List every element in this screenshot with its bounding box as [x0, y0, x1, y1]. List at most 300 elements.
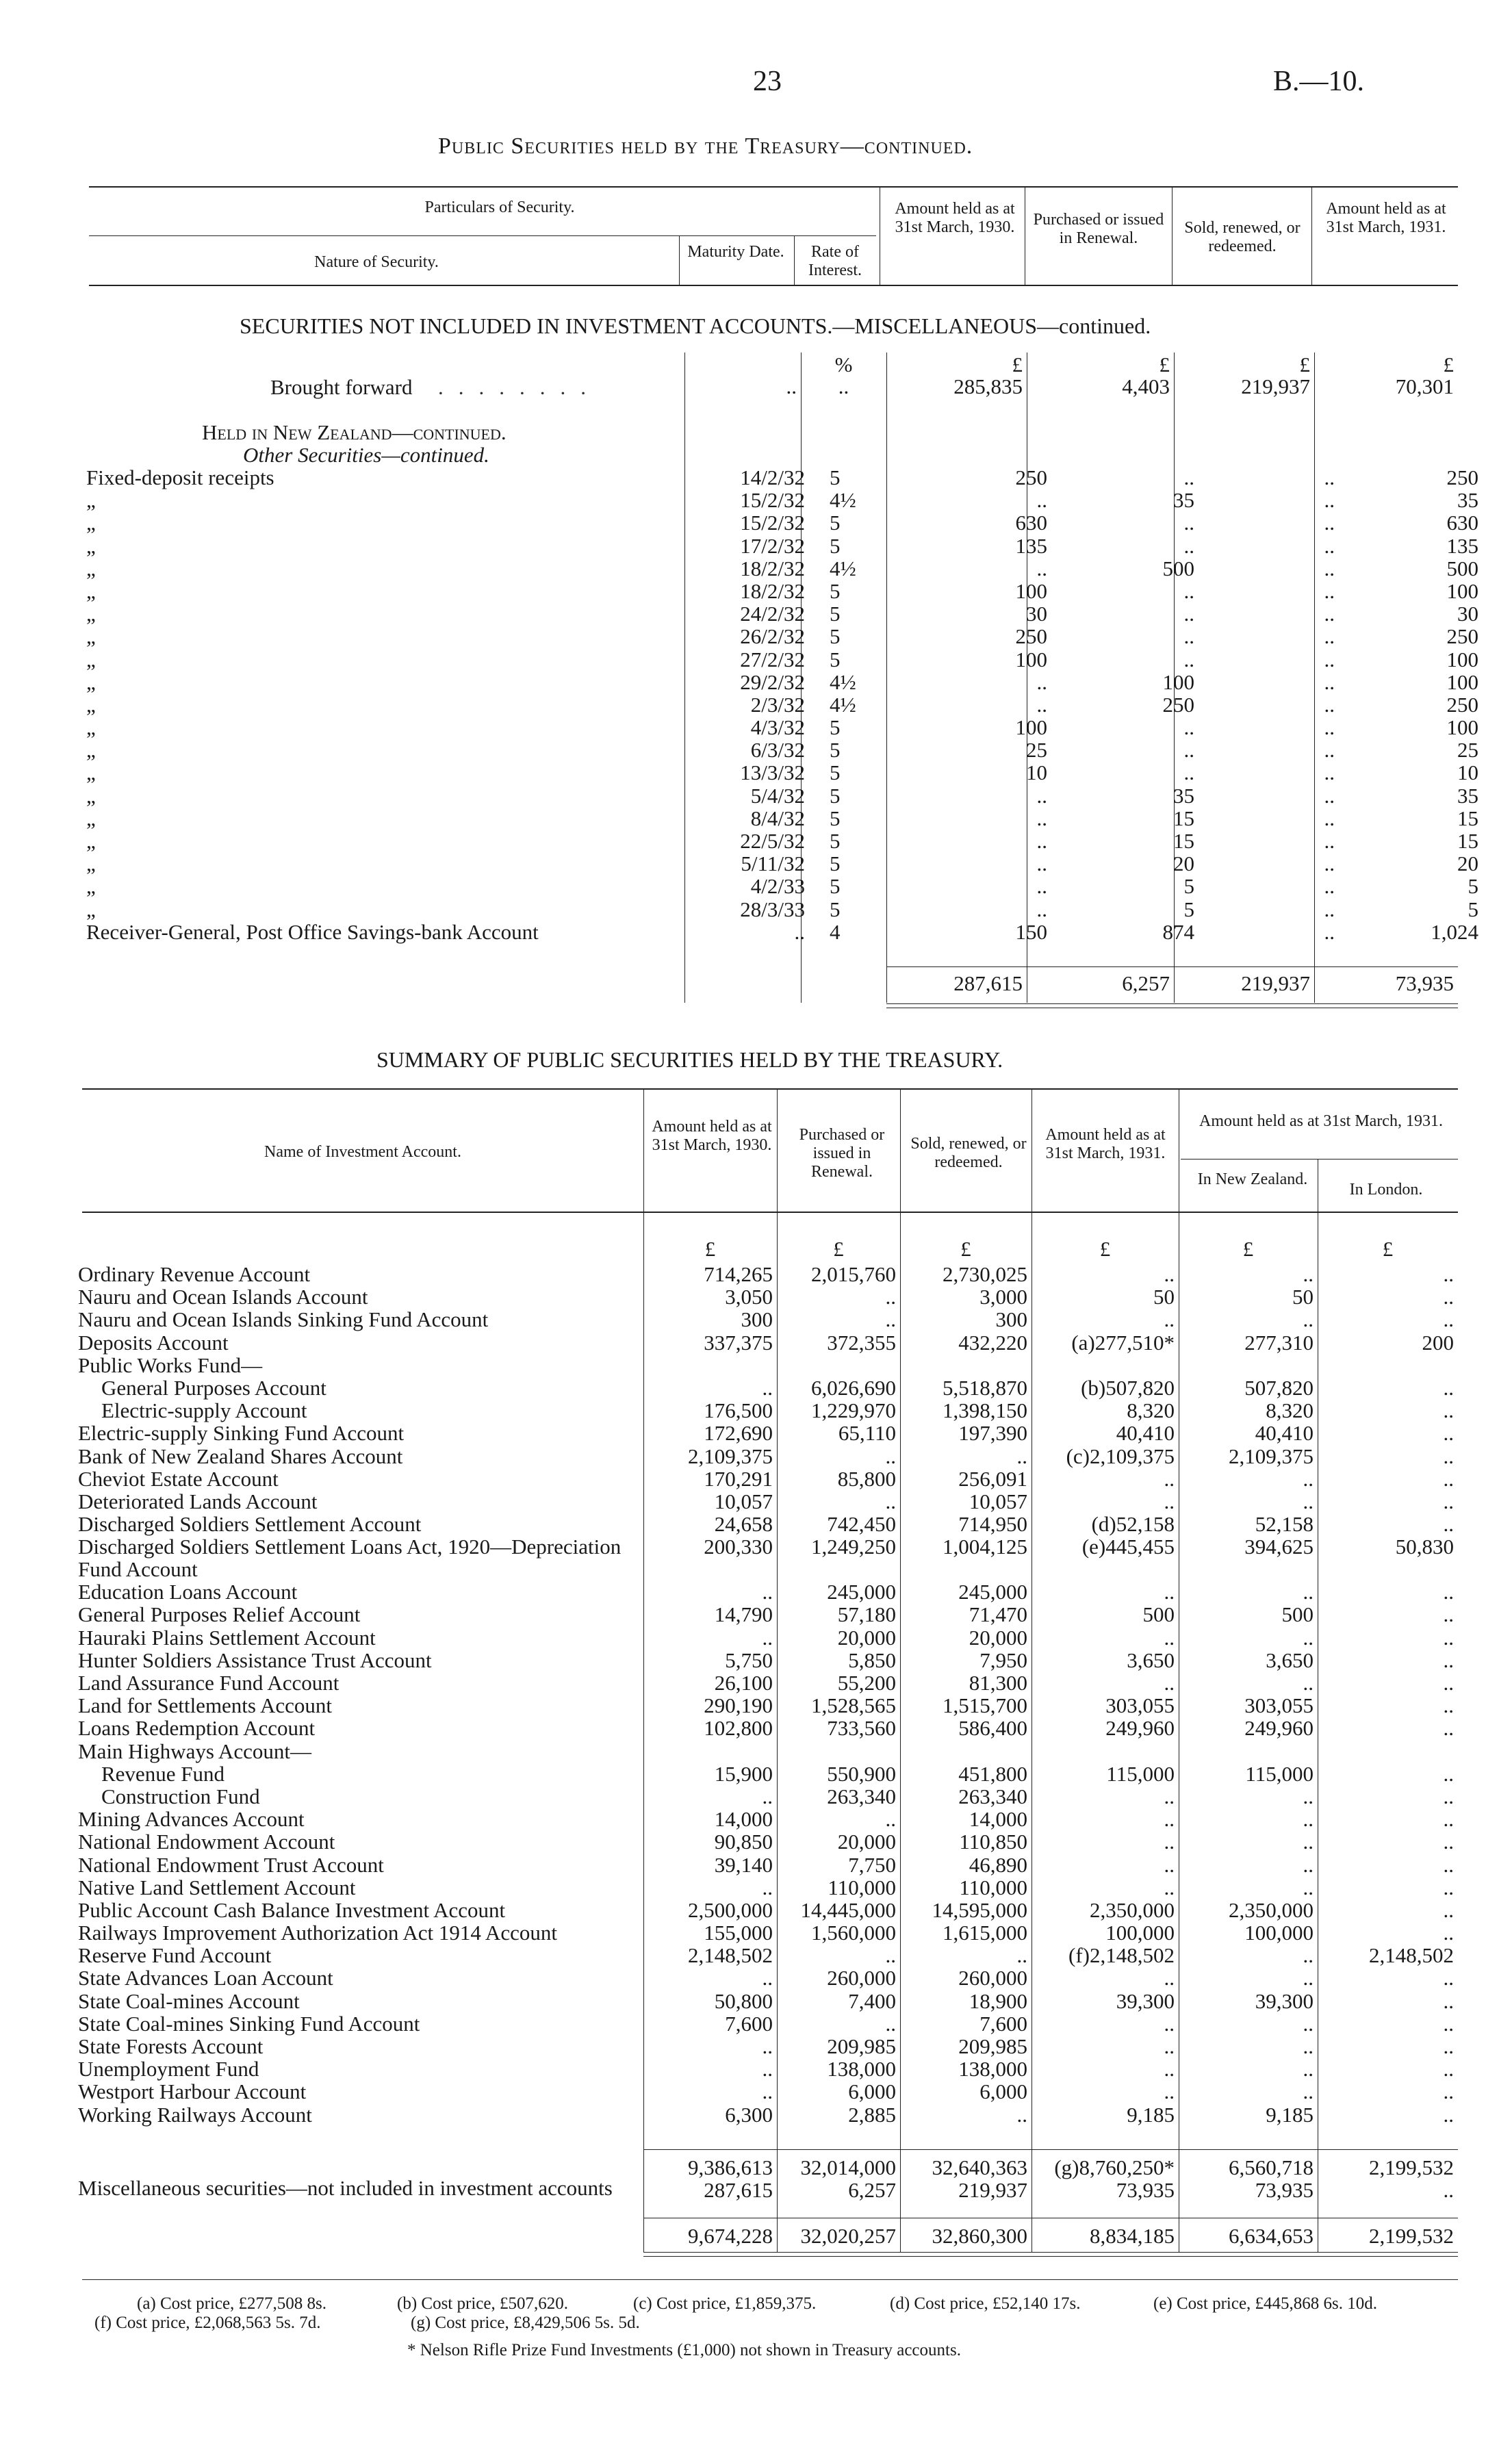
- interest-rate: 5: [830, 851, 841, 876]
- value-cell: ..: [1164, 1625, 1175, 1650]
- unit-c1: £: [704, 1237, 716, 1261]
- account-name: State Advances Loan Account: [78, 1966, 333, 1990]
- value-cell: [643, 1354, 777, 1376]
- value-cell: 1,229,970: [811, 1398, 896, 1423]
- value-cell: ..: [1164, 2011, 1175, 2036]
- summary-header-name: Name of Investment Account.: [264, 1143, 461, 1161]
- brought-forward-sold: 219,937: [1241, 374, 1310, 398]
- table-row: [74, 1921, 1458, 1944]
- held-1930: 150: [1015, 919, 1047, 944]
- value-cell: ..: [1443, 1375, 1454, 1400]
- table-row: [74, 1308, 1458, 1331]
- value-cell: 52,158: [1255, 1512, 1314, 1537]
- value-cell: 14,790: [714, 1602, 773, 1627]
- summary-header-sold: Sold, renewed, or redeemed.: [910, 1135, 1027, 1171]
- value-cell: ..: [762, 2057, 773, 2081]
- held-1931: 10: [1457, 760, 1478, 785]
- maturity-date: 5/11/32: [741, 851, 805, 876]
- value-cell: 3,000: [979, 1285, 1027, 1309]
- value-cell: 14,595,000: [932, 1897, 1027, 1922]
- value-cell: 170,291: [704, 1466, 773, 1491]
- summary-units: [643, 1238, 1458, 1260]
- value-cell: ..: [1443, 1897, 1454, 1922]
- security-name: „: [86, 851, 96, 876]
- value-cell: 394,625: [1244, 1535, 1314, 1559]
- unit-c2: £: [1159, 353, 1170, 376]
- value-cell: 1,560,000: [811, 1921, 896, 1945]
- value-cell: ..: [1443, 1444, 1454, 1468]
- footnote-g: (g) Cost price, £8,429,506 5s. 5d.: [411, 2314, 640, 2332]
- value-cell: 249,960: [1105, 1716, 1175, 1741]
- value-cell: ..: [1443, 1421, 1454, 1446]
- value-cell: ..: [1443, 1693, 1454, 1718]
- value-cell: ..: [1443, 1921, 1454, 1945]
- leader-dots: [556, 602, 693, 625]
- value-cell: 256,091: [958, 1466, 1027, 1491]
- table-row: [74, 1763, 1458, 1785]
- interest-rate: 5: [830, 806, 841, 830]
- value-cell: ..: [1303, 1262, 1314, 1286]
- leader-dots: [556, 852, 693, 875]
- value-cell: ..: [1303, 1625, 1314, 1650]
- table-row: [74, 1876, 1458, 1899]
- sold: ..: [1324, 738, 1335, 763]
- misc-held-1930: 287,615: [704, 2178, 773, 2203]
- purchased: 15: [1173, 806, 1194, 830]
- held-1931: 35: [1457, 488, 1478, 513]
- table-row: [82, 921, 1483, 943]
- security-name: Fixed-deposit receipts: [86, 465, 274, 489]
- subheading-held-in-nz: Held in New Zealand—continued.: [202, 420, 507, 444]
- value-cell: ..: [1164, 2057, 1175, 2081]
- held-1930: 10: [1026, 760, 1047, 785]
- grand-total-london: 2,199,532: [1369, 2224, 1454, 2248]
- value-cell: 50: [1153, 1285, 1175, 1309]
- value-cell: 1,528,565: [811, 1693, 896, 1718]
- value-cell: 65,110: [838, 1421, 896, 1446]
- totals-rule: [886, 966, 1458, 967]
- held-1931: 250: [1446, 624, 1478, 649]
- table-row: [74, 1990, 1458, 2012]
- value-cell: (e)445,455: [1081, 1535, 1175, 1559]
- leader-dots: [556, 671, 693, 693]
- summary-grand-total-row: [643, 2225, 1458, 2247]
- account-name: Ordinary Revenue Account: [78, 1262, 311, 1286]
- value-cell: 8,320: [1127, 1398, 1175, 1423]
- vline-top: [679, 235, 680, 285]
- held-1931: 630: [1446, 511, 1478, 535]
- leader-dots: [556, 693, 693, 716]
- top-rule: [89, 186, 1458, 188]
- sold: ..: [1324, 829, 1335, 853]
- account-name: Reserve Fund Account: [78, 1943, 272, 1968]
- value-cell: 263,340: [958, 1784, 1027, 1808]
- held-1931: 1,024: [1431, 919, 1478, 944]
- account-name: Education Loans Account: [78, 1580, 298, 1604]
- table-row: [74, 2012, 1458, 2035]
- misc-london: ..: [1443, 2178, 1454, 2203]
- account-name: State Coal-mines Sinking Fund Account: [78, 2011, 420, 2036]
- value-cell: ..: [1303, 1852, 1314, 1877]
- value-cell: ..: [1443, 1602, 1454, 1627]
- value-cell: [900, 1740, 1032, 1763]
- document-reference: B.—10.: [1273, 66, 1365, 97]
- value-cell: ..: [762, 1875, 773, 1899]
- summary-header-held-1930: Amount held as at 31st March, 1930.: [652, 1118, 772, 1154]
- value-cell: 3,050: [725, 1285, 773, 1309]
- value-cell: 303,055: [1244, 1693, 1314, 1718]
- held-1930: 630: [1015, 511, 1047, 535]
- header-maturity: Maturity Date.: [687, 243, 784, 261]
- value-cell: ..: [1303, 1784, 1314, 1808]
- security-name: „: [86, 692, 96, 717]
- footnote-rule: [82, 2279, 1458, 2280]
- value-cell: ..: [762, 2034, 773, 2058]
- subtotal-sold: 32,640,363: [932, 2155, 1027, 2179]
- value-cell: 2,350,000: [1229, 1897, 1314, 1922]
- brought-forward-row: [684, 375, 1458, 398]
- value-cell: 2,109,375: [688, 1444, 773, 1468]
- security-name: „: [86, 647, 96, 671]
- value-cell: 176,500: [704, 1398, 773, 1423]
- table-row: [74, 1603, 1458, 1626]
- sold: ..: [1324, 760, 1335, 785]
- value-cell: 6,300: [725, 2102, 773, 2127]
- account-name: Electric-supply Sinking Fund Account: [78, 1421, 405, 1446]
- account-name: Public Works Fund—: [78, 1353, 263, 1377]
- held-1931: 15: [1457, 806, 1478, 830]
- subtotal-held-1930: 9,386,613: [688, 2155, 773, 2179]
- value-cell: ..: [1443, 1875, 1454, 1899]
- account-name: Discharged Soldiers Settlement Account: [78, 1512, 422, 1537]
- value-cell: [900, 1354, 1032, 1376]
- account-name: Public Account Cash Balance Investment Account: [78, 1897, 506, 1922]
- table-row: [82, 852, 1483, 875]
- interest-rate: 4½: [830, 556, 856, 580]
- table-row: [82, 716, 1483, 739]
- security-name: „: [86, 897, 96, 921]
- interest-rate: 5: [830, 829, 841, 853]
- security-name: „: [86, 738, 96, 763]
- value-cell: 300: [995, 1307, 1027, 1332]
- brought-forward-held-1930: 285,835: [953, 374, 1023, 398]
- held-1931: 100: [1446, 715, 1478, 740]
- summary-title: SUMMARY OF PUBLIC SECURITIES HELD BY THE TREASURY.: [376, 1047, 1003, 1072]
- value-cell: 249,960: [1244, 1716, 1314, 1741]
- sold: ..: [1324, 533, 1335, 558]
- account-name: Native Land Settlement Account: [78, 1875, 356, 1899]
- value-cell: 5,518,870: [943, 1375, 1027, 1400]
- table-row: [74, 1717, 1458, 1739]
- account-name: State Forests Account: [78, 2034, 264, 2058]
- value-cell: 2,148,502: [688, 1943, 773, 1968]
- held-1930: ..: [1036, 692, 1047, 717]
- unit-c6: £: [1382, 1237, 1394, 1261]
- held-1931: 100: [1446, 647, 1478, 671]
- misc-nz: 73,935: [1255, 2178, 1314, 2203]
- value-cell: 39,300: [1255, 1988, 1314, 2013]
- total-held-1931: 73,935: [1395, 971, 1454, 995]
- table-row: [74, 1626, 1458, 1649]
- purchased: 20: [1173, 851, 1194, 876]
- value-cell: 432,220: [958, 1330, 1027, 1355]
- header-held-1931: Amount held as at 31st March, 1931.: [1326, 200, 1446, 236]
- value-cell: ..: [1443, 1761, 1454, 1786]
- value-cell: 71,470: [969, 1602, 1027, 1627]
- table-row: [74, 1263, 1458, 1285]
- value-cell: 586,400: [958, 1716, 1027, 1741]
- table-row: [82, 807, 1483, 830]
- sold: ..: [1324, 851, 1335, 876]
- maturity-date: 5/4/32: [750, 783, 805, 808]
- misc-held-1931: 73,935: [1116, 2178, 1175, 2203]
- value-cell: 1,398,150: [943, 1398, 1027, 1423]
- value-cell: 155,000: [704, 1921, 773, 1945]
- sold: ..: [1324, 715, 1335, 740]
- value-cell: ..: [885, 1807, 896, 1832]
- value-cell: [777, 1740, 900, 1763]
- table-row: [82, 602, 1483, 625]
- maturity-date: 2/3/32: [750, 692, 805, 717]
- value-cell: 115,000: [1245, 1761, 1314, 1786]
- summary-header-london: In London.: [1349, 1181, 1423, 1199]
- purchased: ..: [1183, 715, 1194, 740]
- security-name: „: [86, 760, 96, 785]
- purchased: 35: [1173, 488, 1194, 513]
- maturity-date: 29/2/32: [740, 669, 805, 694]
- held-1931: 5: [1468, 897, 1478, 921]
- value-cell: 7,600: [725, 2011, 773, 2036]
- value-cell: ..: [1443, 1398, 1454, 1423]
- held-1931: 250: [1446, 465, 1478, 489]
- table-row: [74, 2080, 1458, 2103]
- value-cell: ..: [1443, 1625, 1454, 1650]
- summary-header-bottom-rule: [82, 1212, 1458, 1213]
- footnote-star: * Nelson Rifle Prize Fund Investments (£1,000) not shown in Treasury accounts.: [407, 2341, 961, 2359]
- value-cell: 50,830: [1395, 1535, 1454, 1559]
- leader-dots: [556, 648, 693, 671]
- value-cell: 277,310: [1244, 1330, 1314, 1355]
- value-cell: 6,026,690: [811, 1375, 896, 1400]
- table-row: [82, 875, 1483, 897]
- grand-total-purchased: 32,020,257: [800, 2224, 896, 2248]
- maturity-date: 28/3/33: [740, 897, 805, 921]
- value-cell: ..: [1164, 1671, 1175, 1695]
- value-cell: ..: [1164, 1830, 1175, 1854]
- leader-dots: [556, 739, 693, 761]
- subtotal-purchased: 32,014,000: [800, 2155, 896, 2179]
- value-cell: 172,690: [704, 1421, 773, 1446]
- value-cell: ..: [1164, 1784, 1175, 1808]
- held-1930: ..: [1036, 556, 1047, 580]
- totals-double-rule: [886, 1003, 1458, 1004]
- value-cell: 197,390: [958, 1421, 1027, 1446]
- maturity-date: 18/2/32: [740, 578, 805, 603]
- interest-rate: 5: [830, 624, 841, 649]
- security-name: „: [86, 715, 96, 740]
- table-row: [82, 511, 1483, 534]
- value-cell: 209,985: [958, 2034, 1027, 2058]
- interest-rate: 5: [830, 874, 841, 899]
- leader-dots: [556, 489, 693, 511]
- value-cell: ..: [1164, 2034, 1175, 2058]
- value-cell: ..: [1303, 2079, 1314, 2104]
- value-cell: 81,300: [969, 1671, 1027, 1695]
- summary-table: [74, 1263, 1458, 2126]
- value-cell: 20,000: [837, 1625, 896, 1650]
- summary-header-group: Amount held as at 31st March, 1931.: [1199, 1112, 1443, 1130]
- sold: ..: [1324, 556, 1335, 580]
- value-cell: 18,900: [969, 1988, 1027, 2013]
- leader-dots: [556, 784, 693, 807]
- interest-rate: 4½: [830, 488, 856, 513]
- account-name: National Endowment Account: [78, 1830, 335, 1854]
- value-cell: 2,148,502: [1369, 1943, 1454, 1968]
- interest-rate: 5: [830, 647, 841, 671]
- held-1931: 135: [1446, 533, 1478, 558]
- table-row: [74, 1808, 1458, 1830]
- account-name: Main Highways Account—: [78, 1739, 311, 1763]
- held-1931: 250: [1446, 692, 1478, 717]
- value-cell: ..: [1164, 1466, 1175, 1491]
- grand-total-nz: 6,634,653: [1229, 2224, 1314, 2248]
- value-cell: 57,180: [837, 1602, 896, 1627]
- value-cell: ..: [1443, 1285, 1454, 1309]
- account-name: State Coal-mines Account: [78, 1988, 300, 2013]
- value-cell: ..: [1164, 1262, 1175, 1286]
- value-cell: 5,850: [848, 1648, 896, 1672]
- held-1931: 500: [1446, 556, 1478, 580]
- value-cell: ..: [1164, 2079, 1175, 2104]
- security-name: Receiver-General, Post Office Savings-bank Account: [86, 919, 539, 944]
- value-cell: 245,000: [958, 1580, 1027, 1604]
- value-cell: ..: [1164, 1966, 1175, 1990]
- value-cell: ..: [1164, 1807, 1175, 1832]
- value-cell: 102,800: [704, 1716, 773, 1741]
- value-cell: 260,000: [958, 1966, 1027, 1990]
- table-row: [82, 830, 1483, 852]
- purchased: ..: [1183, 738, 1194, 763]
- held-1930: 100: [1015, 647, 1047, 671]
- value-cell: 714,265: [704, 1262, 773, 1286]
- held-1931: 15: [1457, 829, 1478, 853]
- value-cell: 24,658: [714, 1512, 773, 1537]
- maturity-date: 24/2/32: [740, 602, 805, 626]
- value-cell: ..: [1443, 1466, 1454, 1491]
- value-cell: 209,985: [827, 2034, 896, 2058]
- table-row: [74, 1899, 1458, 1921]
- security-name: „: [86, 806, 96, 830]
- footnote-c: (c) Cost price, £1,859,375.: [633, 2294, 817, 2313]
- value-cell: 15,900: [714, 1761, 773, 1786]
- value-cell: ..: [885, 1444, 896, 1468]
- value-cell: ..: [1016, 2102, 1027, 2127]
- table-row: [74, 1854, 1458, 1876]
- value-cell: 50,800: [714, 1988, 773, 2013]
- purchased: ..: [1183, 511, 1194, 535]
- value-cell: ..: [885, 1307, 896, 1332]
- leader-dots: [556, 875, 693, 897]
- table-row: [74, 1944, 1458, 1966]
- held-1931: 20: [1457, 851, 1478, 876]
- leader-dots: [556, 625, 693, 648]
- value-cell: 303,055: [1105, 1693, 1175, 1718]
- table-row: [74, 1740, 1458, 1763]
- leader-dots: [556, 557, 693, 580]
- value-cell: ..: [1303, 1580, 1314, 1604]
- account-name: Deteriorated Lands Account: [78, 1489, 318, 1513]
- security-name: „: [86, 533, 96, 558]
- value-cell: ..: [885, 1285, 896, 1309]
- value-cell: 39,140: [714, 1852, 773, 1877]
- sold: ..: [1324, 647, 1335, 671]
- misc-purchased: 6,257: [848, 2178, 896, 2203]
- table-row: [74, 1490, 1458, 1513]
- value-cell: 290,190: [704, 1693, 773, 1718]
- sold: ..: [1324, 783, 1335, 808]
- table-row: [74, 1671, 1458, 1694]
- vline-top: [1172, 186, 1173, 285]
- value-cell: 115,000: [1106, 1761, 1175, 1786]
- value-cell: 2,109,375: [1229, 1444, 1314, 1468]
- leader-dots: [556, 921, 693, 943]
- purchased: 5: [1183, 874, 1194, 899]
- held-1930: 100: [1015, 578, 1047, 603]
- interest-rate: 4½: [830, 669, 856, 694]
- leader-dots: [556, 761, 693, 784]
- purchased: ..: [1183, 533, 1194, 558]
- account-name: Loans Redemption Account: [78, 1716, 316, 1741]
- value-cell: ..: [1443, 1784, 1454, 1808]
- value-cell: 714,950: [958, 1512, 1027, 1537]
- value-cell: 14,445,000: [800, 1897, 896, 1922]
- value-cell: 742,450: [827, 1512, 896, 1537]
- security-name: „: [86, 602, 96, 626]
- purchased: 35: [1173, 783, 1194, 808]
- footnote-b: (b) Cost price, £507,620.: [397, 2294, 568, 2313]
- account-name: Land Assurance Fund Account: [78, 1671, 339, 1695]
- value-cell: 1,615,000: [943, 1921, 1027, 1945]
- value-cell: 337,375: [704, 1330, 773, 1355]
- value-cell: 40,410: [1116, 1421, 1175, 1446]
- value-cell: ..: [762, 1375, 773, 1400]
- value-cell: ..: [1303, 1875, 1314, 1899]
- summary-group-underline: [1181, 1159, 1458, 1160]
- value-cell: 200: [1422, 1330, 1454, 1355]
- value-cell: ..: [1443, 2102, 1454, 2127]
- table-row: [74, 2058, 1458, 2080]
- security-name: „: [86, 556, 96, 580]
- value-cell: ..: [762, 1625, 773, 1650]
- purchased: 500: [1162, 556, 1194, 580]
- brought-forward-held-1931: 70,301: [1395, 374, 1454, 398]
- value-cell: 200,330: [704, 1535, 773, 1559]
- value-cell: 300: [741, 1307, 773, 1332]
- value-cell: 14,000: [969, 1807, 1027, 1832]
- value-cell: ..: [762, 2079, 773, 2104]
- vline-top: [794, 235, 795, 285]
- account-name: Bank of New Zealand Shares Account: [78, 1444, 403, 1468]
- value-cell: [1032, 1354, 1179, 1376]
- value-cell: ..: [1443, 1671, 1454, 1695]
- interest-rate: 5: [830, 533, 841, 558]
- held-1930: ..: [1036, 897, 1047, 921]
- value-cell: ..: [1443, 1307, 1454, 1332]
- maturity-date: 4/3/32: [750, 715, 805, 740]
- purchased: ..: [1183, 624, 1194, 649]
- sold: ..: [1324, 465, 1335, 489]
- account-name: General Purposes Relief Account: [78, 1602, 361, 1627]
